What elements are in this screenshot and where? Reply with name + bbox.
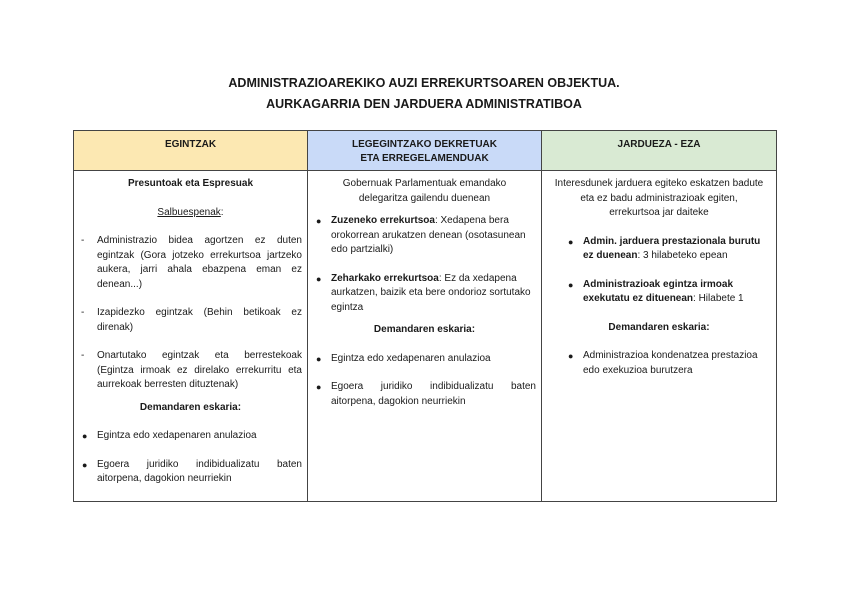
col3-demand-heading: Demandaren eskaria: xyxy=(608,321,710,333)
col1-subheading-text: Salbuespenak xyxy=(157,206,221,218)
bullet-icon: ● xyxy=(82,459,88,470)
cell-jardueza xyxy=(542,171,777,502)
list-item xyxy=(79,306,302,335)
item1-text: : 3 hilabeteko epean xyxy=(637,250,728,261)
bullet-icon: ● xyxy=(82,431,88,441)
dash-mark: - xyxy=(81,350,85,361)
bullet-icon: ● xyxy=(316,273,322,284)
col1-subheading xyxy=(79,206,302,221)
cell-egintzak xyxy=(74,171,308,502)
list-item xyxy=(79,349,302,393)
col2-intro xyxy=(313,177,536,206)
col3-intro-line-1: Interesdunek jarduera egiteko eskatzen badute xyxy=(554,178,764,189)
indirect-text: : Ez da xedapena aurkatzen, baizik eta bere ondorioz sortutako egintza xyxy=(331,272,531,313)
bullet-icon: ● xyxy=(568,351,574,361)
col3-intro-line-3: errekurtsoa jar daiteke xyxy=(609,207,709,218)
header-dekretuak-line-2: ETA ERREGELAMENDUAK xyxy=(360,153,489,164)
item2-label: Administrazioak egintza irmoak exekutatu ez dituenean xyxy=(583,278,734,304)
header-jardueza-label: JARDUEZA - EZA xyxy=(617,139,701,150)
bullet-icon: ● xyxy=(568,279,574,290)
bullet-icon: ● xyxy=(316,353,322,364)
demand-text: Administrazioa kondenatzea prestazioa edo exekuzioa burutzera xyxy=(583,350,758,376)
body-row xyxy=(74,171,777,502)
list-item xyxy=(313,272,536,316)
direct-label: Zuzeneko errekurtsoa xyxy=(331,215,435,226)
title-line-1: ADMINISTRAZIOAREKIKO AUZI ERREKURTSOAREN OBJEKTUA. xyxy=(228,76,620,90)
list-item xyxy=(313,214,536,258)
header-jardueza xyxy=(542,131,777,171)
col3-intro xyxy=(547,177,771,221)
list-item xyxy=(547,278,771,307)
list-item xyxy=(313,380,536,409)
exception-text: Izapidezko egintzak (Behin betikoak ez direnak) xyxy=(97,307,302,333)
header-egintzak-label: EGINTZAK xyxy=(164,139,217,150)
list-item xyxy=(547,349,771,378)
exception-text: Onartutako egintzak eta berrestekoak (Egintza irmoak ez direlako errekurritu eta aurrekoak berresten dituztenak) xyxy=(97,350,302,390)
list-item xyxy=(79,458,302,487)
comparison-table xyxy=(73,130,777,502)
item2-text: : Hilabete 1 xyxy=(693,293,744,304)
col1-subheading-colon: : xyxy=(220,206,224,218)
col1-heading: Presuntoak eta Espresuak xyxy=(127,178,254,189)
bullet-icon: ● xyxy=(316,382,322,392)
col2-intro-line-2: delegaritza gailendu duenean xyxy=(358,192,491,204)
exception-text: Administrazio bidea agortzen ez duten egintzak (Gora jotzeko errekurtsoa jartzeko aukera, jarri ahala ebazpena eman ez denean...) xyxy=(97,235,302,290)
col2-intro-line-1: Gobernuak Parlamentuak emandako xyxy=(342,178,507,189)
header-row xyxy=(74,131,777,171)
demand-text: Egoera juridiko indibidualizatu baten aitorpena, dagokion neurriekin xyxy=(331,381,536,407)
item1-label: Admin. jarduera prestazionala burutu ez duenean xyxy=(583,235,761,261)
demand-text: Egoera juridiko indibidualizatu baten aitorpena, dagokion neurriekin xyxy=(97,458,302,484)
direct-text: : Xedapena bera orokorrean arukatzen denean (osotasunean edo partzialki) xyxy=(331,215,526,255)
document-title xyxy=(0,73,848,115)
list-item xyxy=(79,234,302,292)
indirect-label: Zeharkako errekurtsoa xyxy=(331,272,439,284)
bullet-icon: ● xyxy=(568,236,574,247)
demand-text: Egintza edo xedapenaren anulazioa xyxy=(97,430,257,441)
col2-demand-heading: Demandaren eskaria: xyxy=(373,324,476,335)
title-line-2: AURKAGARRIA DEN JARDUERA ADMINISTRATIBOA xyxy=(266,97,582,111)
col3-intro-line-2: eta ez badu administrazioak egiten, xyxy=(580,192,738,204)
list-item xyxy=(313,352,536,367)
dash-mark: - xyxy=(81,307,85,318)
bullet-icon: ● xyxy=(316,216,322,226)
list-item xyxy=(79,429,302,444)
cell-dekretuak xyxy=(308,171,542,502)
header-dekretuak xyxy=(308,131,542,171)
col1-demand-heading: Demandaren eskaria: xyxy=(139,401,242,413)
dash-mark: - xyxy=(81,235,85,246)
demand-text: Egintza edo xedapenaren anulazioa xyxy=(331,352,491,364)
list-item xyxy=(547,235,771,264)
header-dekretuak-line-1: LEGEGINTZAKO DEKRETUAK xyxy=(352,139,497,150)
header-egintzak xyxy=(74,131,308,171)
